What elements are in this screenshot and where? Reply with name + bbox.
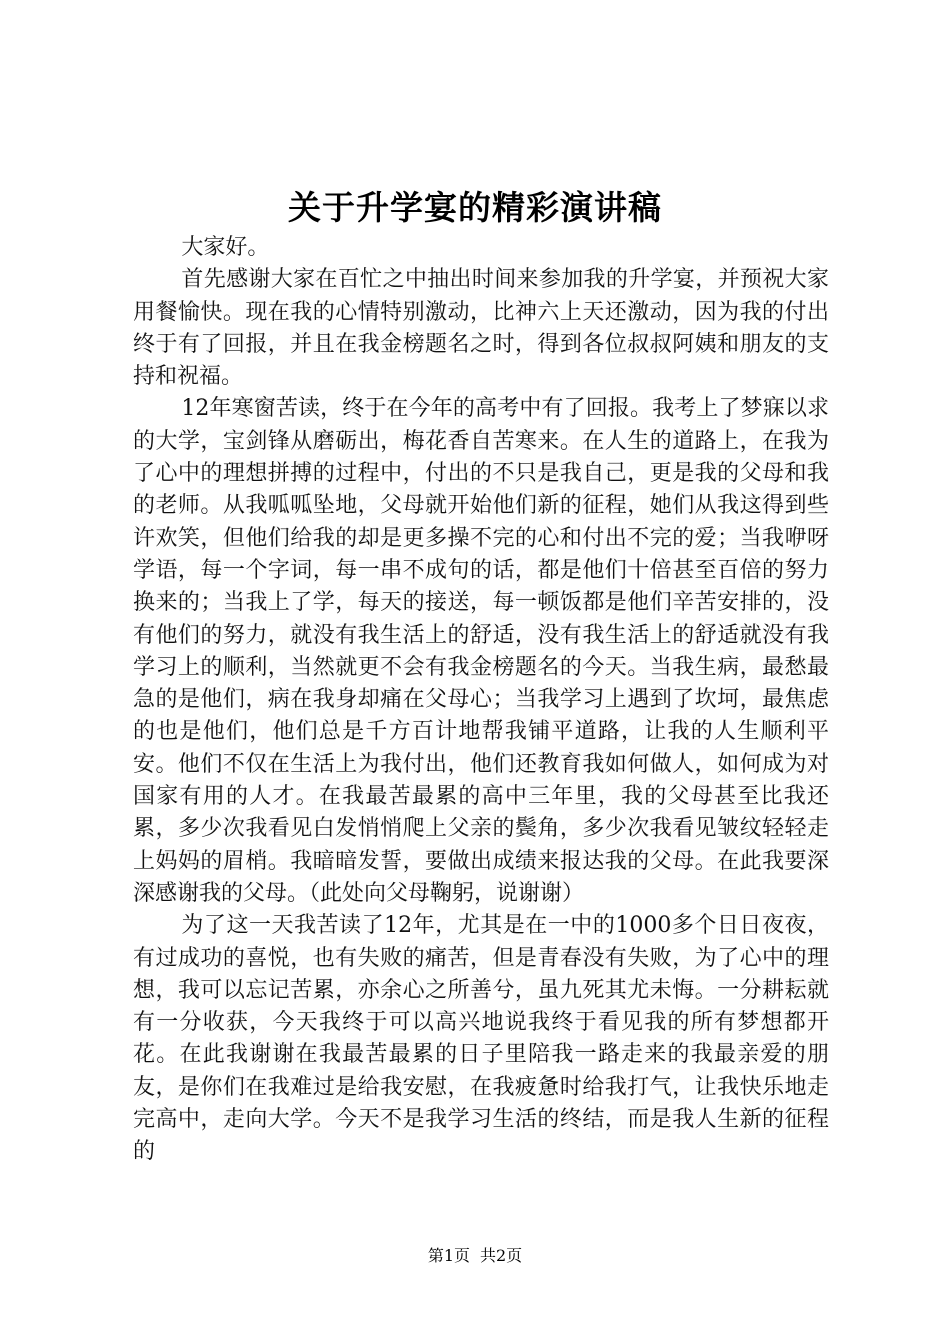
page-total: 共2页	[480, 1246, 523, 1265]
paragraph-parents: 12年寒窗苦读，终于在今年的高考中有了回报。我考上了梦寐以求的大学，宝剑锋从磨砺出，梅花香自苦寒来。在人生的道路上，在我为了心中的理想拼搏的过程中，付出的不只是我自己，更是我的父母和我的老师。从我呱呱坠地，父母就开始他们新的征程，她们从我这得到些许欢笑，但他们给我的却是更多操不完的心和付出不完的爱；当我咿呀学语，每一个字词，每一串不成句的话，都是他们十倍甚至百倍的努力换来的；当我上了学，每天的接送，每一顿饭都是他们辛苦安排的，没有他们的努力，就没有我生活上的舒适，没有我生活上的舒适就没有我学习上的顺利，当然就更不会有我金榜题名的今天。当我生病，最愁最急的是他们，病在我身却痛在父母心；当我学习上遇到了坎坷，最焦虑的也是他们，他们总是千方百计地帮我铺平道路，让我的人生顺利平安。他们不仅在生活上为我付出，他们还教育我如何做人，如何成为对国家有用的人才。在我最苦最累的高中三年里，我的父母甚至比我还累，多少次我看见白发悄悄爬上父亲的鬓角，多少次我看见皱纹轻轻走上妈妈的眉梢。我暗暗发誓，要做出成绩来报达我的父母。在此我要深深感谢我的父母。（此处向父母鞠躬，说谢谢）	[133, 396, 829, 906]
document-body	[133, 232, 829, 1169]
paragraph-thanks: 首先感谢大家在百忙之中抽出时间来参加我的升学宴，并预祝大家用餐愉快。现在我的心情特别激动，比神六上天还激动，因为我的付出终于有了回报，并且在我金榜题名之时，得到各位叔叔阿姨和朋友的支持和祝福。	[133, 267, 829, 390]
paragraph-friends: 为了这一天我苦读了12年，尤其是在一中的1000多个日日夜夜，有过成功的喜悦，也有失败的痛苦，但是青春没有失败，为了心中的理想，我可以忘记苦累，亦余心之所善兮，虽九死其尤未悔。一分耕耘就有一分收获，今天我终于可以高兴地说我终于看见我的所有梦想都开花。在此我谢谢在我最苦最累的日子里陪我一路走来的我最亲爱的朋友，是你们在我难过是给我安慰，在我疲惫时给我打气，让我快乐地走完高中，走向大学。今天不是我学习生活的终结，而是我人生新的征程的	[133, 913, 829, 1165]
page-footer	[0, 1244, 950, 1268]
paragraph-greeting: 大家好。	[181, 235, 270, 260]
page-number: 第1页	[427, 1246, 470, 1265]
document-title: 关于升学宴的精彩演讲稿	[288, 188, 662, 227]
